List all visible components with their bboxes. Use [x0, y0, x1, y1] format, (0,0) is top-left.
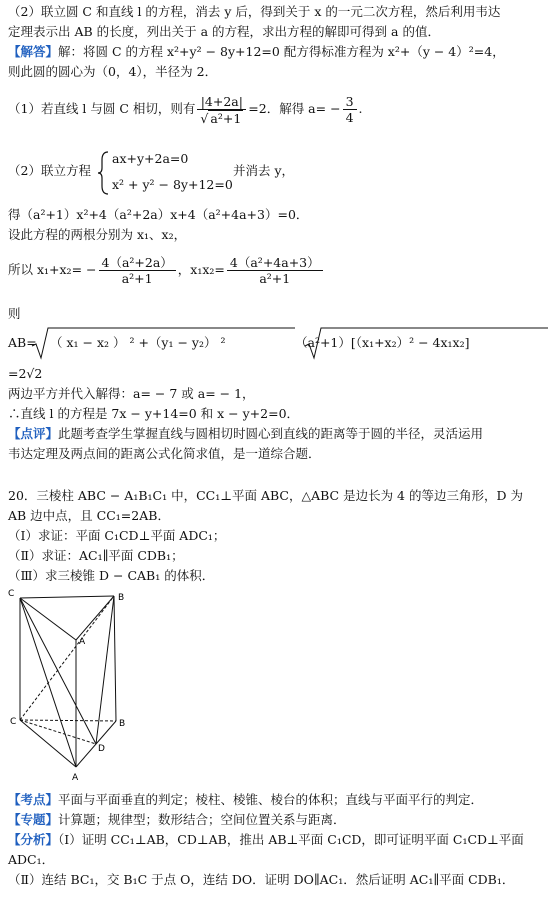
fraction-denominator: a²+1	[259, 271, 291, 286]
fenxi-text: （Ⅰ）证明 CC₁⊥AB，CD⊥AB，推出 AB⊥平面 C₁CD，即可证明平面 C₁CD⊥平面	[58, 832, 524, 847]
q20-line: AB 边中点，且 CC₁=2AB．	[8, 508, 170, 523]
answer-line	[8, 44, 505, 60]
edge-b1d	[96, 596, 114, 744]
kaodian-text: 平面与平面垂直的判定；棱柱、棱锥、棱台的体积；直线与平面平行的判定．	[58, 792, 484, 807]
kaodian-line	[8, 792, 483, 808]
vieta-middle: ，x₁x₂=	[177, 262, 225, 277]
fraction-numerator: 4（a²+4a+3）	[227, 255, 323, 271]
fraction-denominator: a²+1	[121, 271, 153, 286]
ab-radicand-2: （a²+1）[（x₁+x₂）² − 4x₁x₂]	[295, 335, 470, 350]
edge-c1a1	[20, 598, 76, 640]
para-line: （Ⅱ）连结 BC₁，交 B₁C 于点 O，连结 DO．证明 DO∥AC₁．然后证明 AC₁∥平面 CDB₁．	[8, 872, 515, 887]
ab-radicand-1: （ x₁ − x₂ ） ² +（y₁ − y₂） ²	[50, 335, 226, 350]
zhuanti-text: 计算题；规律型；数形结合；空间位置关系与距离．	[58, 812, 346, 827]
q20-part-ii: （Ⅱ）求证：AC₁∥平面 CDB₁；	[8, 548, 184, 563]
edge-bb1	[114, 596, 116, 721]
vieta-line	[8, 252, 325, 288]
fraction-denominator: 4	[345, 110, 354, 125]
system-eq2: x² + y² − 8y+12=0	[112, 177, 233, 192]
zhuanti-line	[8, 812, 346, 828]
system-post: 并消去 y，	[233, 163, 295, 178]
edge-cd	[20, 720, 96, 744]
fraction-denominator	[197, 110, 246, 126]
part2-prefix: （2）联立方程	[8, 163, 91, 178]
answer-text: 解：将圆 C 的方程 x²+y² − 8y+12=0 配方得标准方程为 x²+（y − 4）²=4，	[58, 44, 505, 59]
answer-fraction	[343, 94, 357, 125]
para-line: 韦达定理及两点间的距离公式化简求值，是一道综合题．	[8, 446, 321, 461]
q20-line: 20．三棱柱 ABC − A₁B₁C₁ 中，CC₁⊥平面 ABC，△ABC 是边长为 4 的等边三角形，D 为	[8, 488, 523, 503]
label-b1: B	[118, 593, 125, 603]
comment-tag: 【点评】	[8, 426, 59, 441]
vieta-prefix: 所以 x₁+x₂= −	[8, 262, 97, 277]
answer-tag: 【解答】	[8, 44, 59, 59]
q20-part-i: （Ⅰ）求证：平面 C₁CD⊥平面 ADC₁；	[8, 528, 226, 543]
edge-c1d	[20, 598, 96, 744]
prism-figure	[6, 586, 146, 786]
ab-prefix: AB=	[8, 335, 37, 350]
q20-part-iii: （Ⅲ）求三棱锥 D − CAB₁ 的体积．	[8, 568, 215, 583]
para-line: ADC₁．	[8, 852, 55, 867]
para-line: 则	[8, 306, 21, 321]
system-eq1: ax+y+2a=0	[112, 151, 189, 166]
fraction-numerator: |4+2a|	[197, 94, 246, 110]
para-line: 定理表示出 AB 的长度，列出关于 a 的方程，求出方程的解即可得到 a 的值．	[8, 24, 440, 39]
edge-b1a1	[76, 596, 114, 640]
para-line: 设此方程的两根分别为 x₁、x₂，	[8, 227, 187, 242]
edge-cb	[20, 720, 116, 721]
label-c: C	[10, 717, 17, 727]
label-b: B	[119, 719, 126, 729]
fraction-numerator: 4（a²+2a）	[99, 255, 176, 271]
label-d: D	[98, 744, 105, 754]
label-a1: A	[79, 637, 86, 647]
comment-line	[8, 426, 483, 442]
part1-middle: =2．解得 a= −	[248, 101, 341, 116]
distance-fraction	[197, 94, 246, 126]
fenxi-tag: 【分析】	[8, 832, 59, 847]
kaodian-tag: 【考点】	[8, 792, 59, 807]
label-a: A	[72, 773, 79, 783]
ab-value: =2√2	[8, 366, 43, 381]
edge-ca	[20, 720, 76, 767]
fraction-numerator: 3	[343, 94, 357, 110]
para-line: 两边平方并代入解得：a= − 7 或 a= − 1，	[8, 386, 255, 401]
sqrt-icon: √	[200, 110, 209, 126]
label-c1: C	[8, 589, 15, 599]
part1-line	[8, 92, 363, 126]
para-line: （2）联立圆 C 和直线 l 的方程，消去 y 后，得到关于 x 的一元二次方程，然后利用韦达	[8, 4, 501, 19]
product-fraction	[227, 255, 323, 286]
edge-cb1	[20, 596, 114, 720]
para-line: 则此圆的圆心为（0，4），半径为 2．	[8, 64, 218, 79]
para-line: ∴直线 l 的方程是 7x − y+14=0 和 x − y+2=0．	[8, 406, 300, 421]
zhuanti-tag: 【专题】	[8, 812, 59, 827]
part1-end: .	[358, 101, 363, 116]
edge-c1b1	[20, 596, 114, 598]
equation-line: 得（a²+1）x²+4（a²+2a）x+4（a²+4a+3）=0．	[8, 207, 309, 222]
part1-prefix: （1）若直线 l 与圆 C 相切，则有	[8, 101, 196, 116]
fenxi-line	[8, 832, 524, 848]
comment-text: 此题考查学生掌握直线与圆相切时圆心到直线的距离等于圆的半径，灵活运用	[58, 426, 484, 441]
sqrt-content: a²+1	[210, 110, 242, 126]
sum-fraction	[99, 255, 176, 286]
brace-icon	[96, 150, 110, 196]
